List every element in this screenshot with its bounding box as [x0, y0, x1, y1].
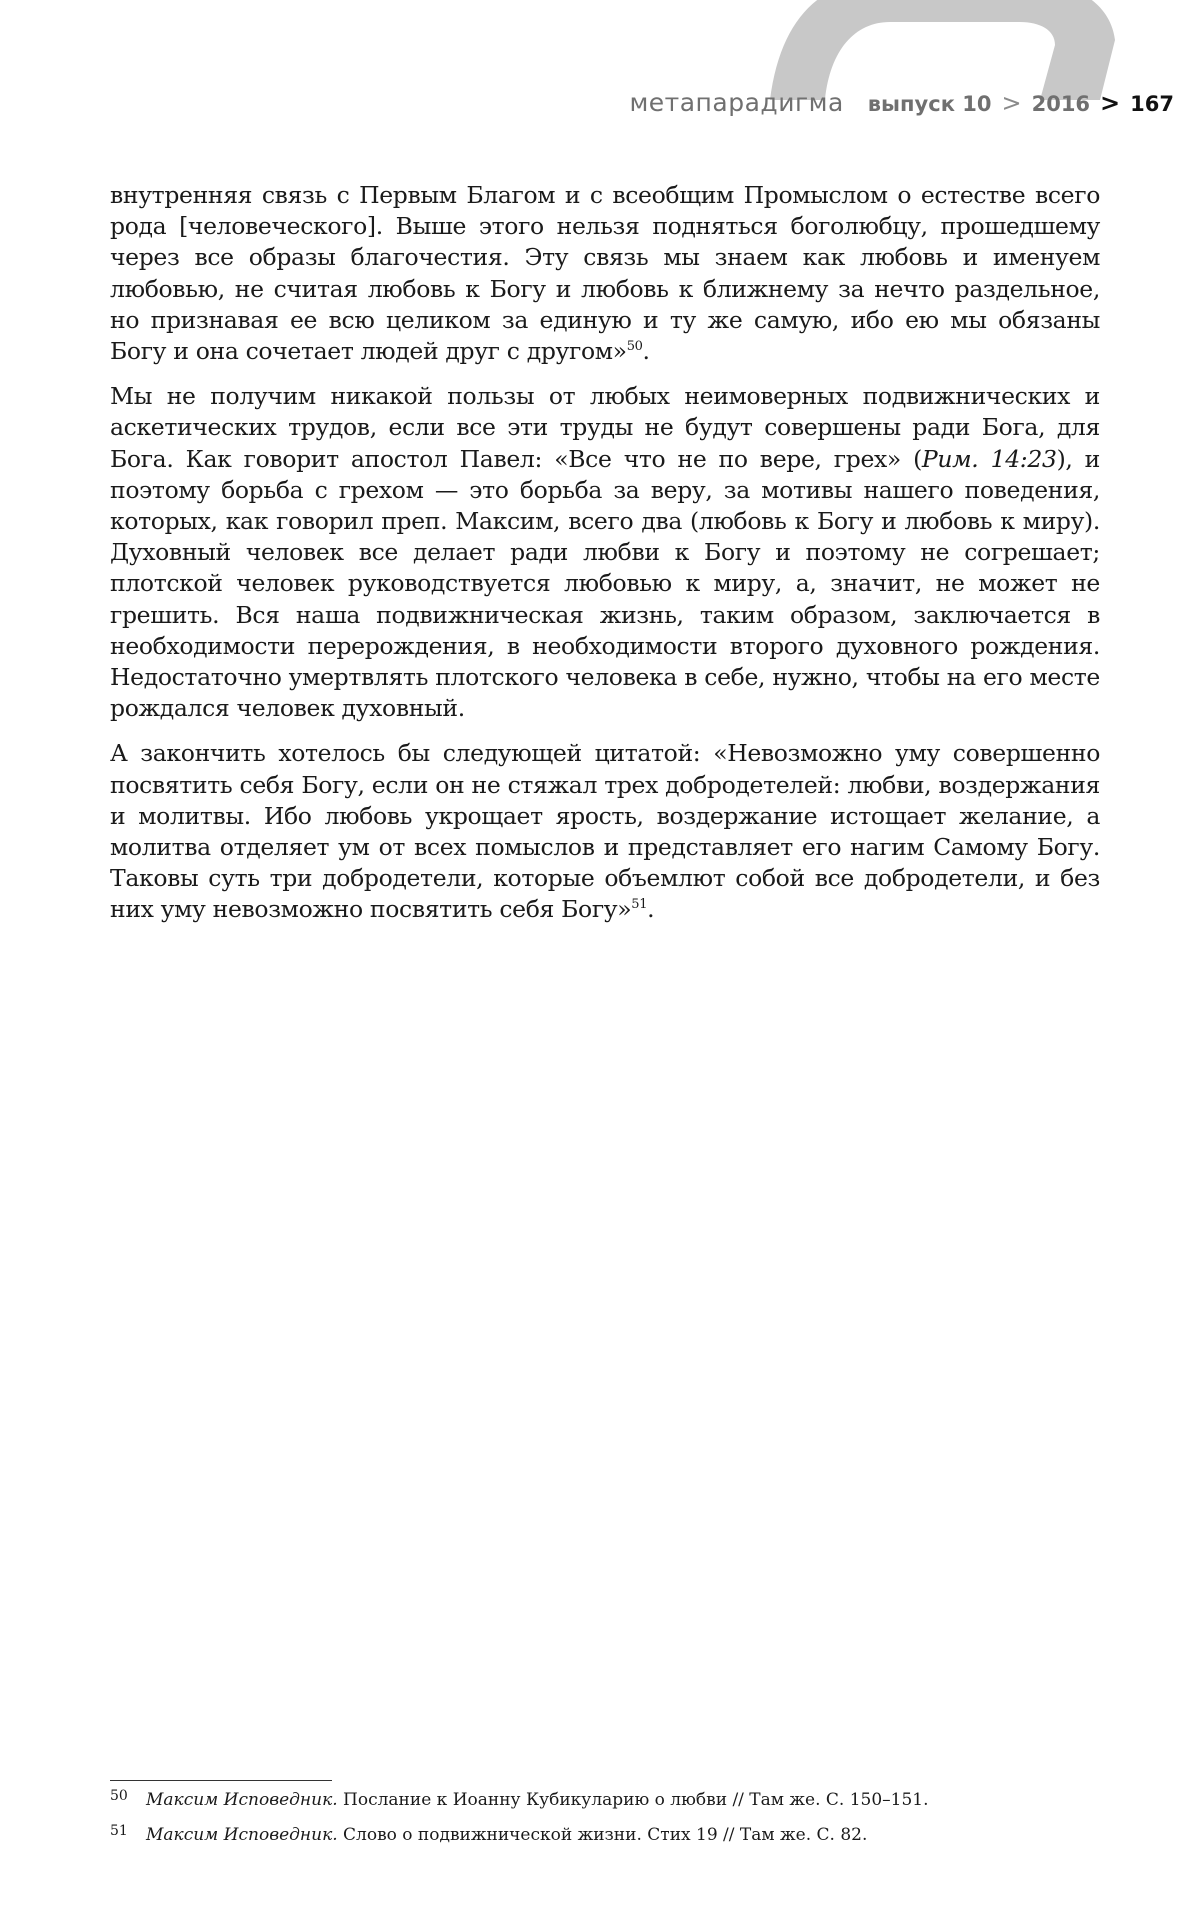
- paragraph-2: Мы не получим никакой пользы от любых неимоверных подвижнических и аскетических трудов, если все эти труды не будут совершены ради Бога, для Бога. Как говорит апостол Павел: «Все что не по вере, грех» (Рим. 14:23), и поэтому борьба с грехом — это борьба за веру, за мотивы нашего поведения, которых, как говорил преп. Максим, всего два (любовь к Богу и любовь к миру). Духовный человек все делает ради любви к Богу и поэтому не согрешает; плотской человек руководствуется любовью к миру, а, значит, не может не грешить. Вся наша подвижническая жизнь, таким образом, заключается в необходимости перерождения, в необходимости второго духовного рождения. Недостаточно умертвлять плотского человека в себе, нужно, чтобы на его месте рождался человек духовный.: [110, 382, 1100, 723]
- footnote-51: [110, 1823, 1110, 1847]
- footnote-text: Максим Исповедник. Слово о подвижнической жизни. Стих 19 // Там же. С. 82.: [146, 1825, 868, 1845]
- issue-year: 2016: [1031, 92, 1091, 116]
- page-number: 167: [1130, 92, 1174, 116]
- header-separator-bold: >: [1100, 89, 1121, 117]
- running-header: [629, 88, 1174, 118]
- scripture-reference: Рим. 14:23: [921, 444, 1057, 473]
- header-separator: >: [1001, 89, 1022, 117]
- footnote-ref-50[interactable]: 50: [626, 339, 643, 355]
- footnote-number: 51: [110, 1823, 128, 1839]
- footnote-text: Максим Исповедник. Послание к Иоанну Кубикуларию о любви // Там же. С. 150–151.: [146, 1790, 929, 1810]
- article-body: [110, 180, 1100, 940]
- footnotes: [110, 1788, 1110, 1858]
- footnote-number: 50: [110, 1788, 128, 1804]
- paragraph-1: внутренняя связь с Первым Благом и с всеобщим Промыслом о естестве всего рода [человеческого]. Выше этого нельзя подняться боголюбцу, прошедшему через все образы благочестия. Эту связь мы знаем как любовь и именуем любовью, не считая любовь к Богу и любовь к ближнему за нечто раздельное, но признавая ее всю целиком за единую и ту же самую, ибо ею мы обязаны Богу и она сочетает людей друг с другом»$^{50}$.: [110, 181, 1100, 366]
- footnote-divider: [110, 1780, 332, 1781]
- journal-logo-graphic: [770, 0, 1130, 100]
- issue-number: выпуск 10: [867, 92, 992, 116]
- paragraph-3: А закончить хотелось бы следующей цитатой: «Невозможно уму совершенно посвятить себя Богу, если он не стяжал трех добродетелей: любви, воздержания и молитвы. Ибо любовь укрощает ярость, воздержание истощает желание, а молитва отделяет ум от всех помыслов и представляет его нагим Самому Богу. Таковы суть три добродетели, которые объемлют собой все добродетели, и без них уму невозможно посвятить себя Богу»$^{51}$.: [110, 739, 1100, 924]
- footnote-ref-51[interactable]: 51: [631, 897, 648, 913]
- footnote-50: [110, 1788, 1110, 1812]
- journal-title: метапарадигма: [629, 88, 844, 117]
